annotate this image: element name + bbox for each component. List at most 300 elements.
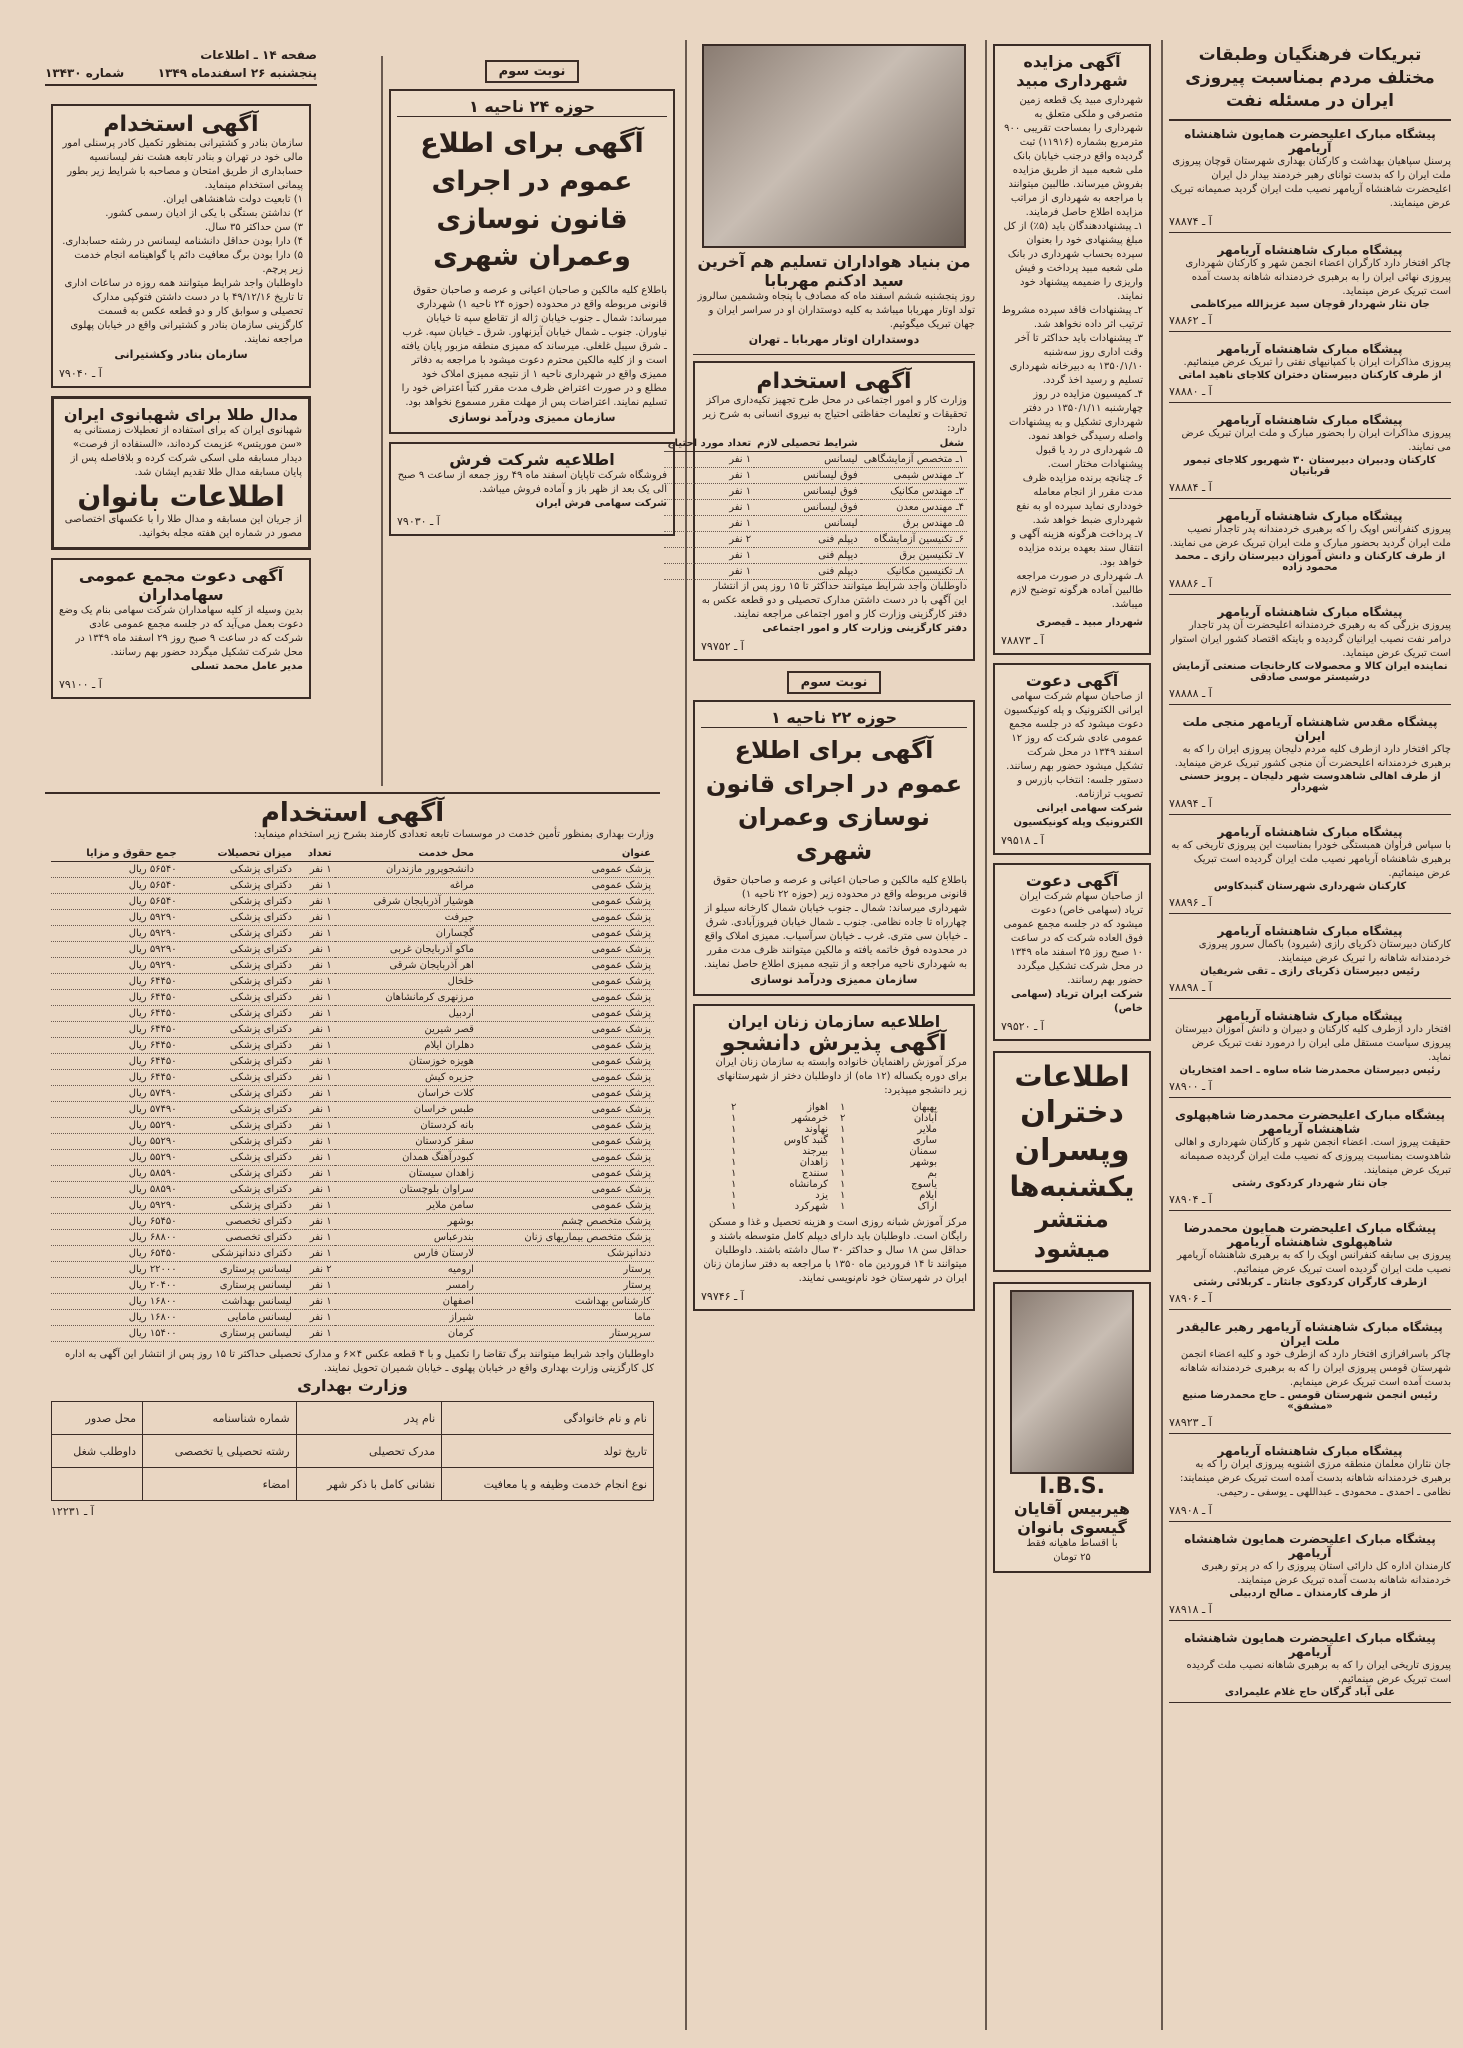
congrats-item-ref: آ ـ ۷۸۸۹۶ bbox=[1169, 895, 1212, 909]
table-cell: کرمان bbox=[335, 1326, 477, 1342]
city-row bbox=[840, 1113, 937, 1124]
table-cell: ۱ نفر bbox=[295, 1118, 335, 1134]
promo-line-4: یکشنبه‌ها bbox=[1009, 1170, 1135, 1203]
table-cell: زاهدان سیستان bbox=[335, 1166, 477, 1182]
gold-medal-title: مدال طلا برای شهبانوی ایران bbox=[63, 404, 299, 424]
congrats-column bbox=[1161, 40, 1457, 2030]
labor-jobs-sign: دفتر کارگزینی وزارت کار و امور اجتماعی bbox=[762, 622, 967, 634]
table-cell: پزشک عمومی bbox=[477, 942, 654, 958]
table-cell: ۱ نفر bbox=[295, 1246, 335, 1262]
table-cell: ۶۴۴۵۰ ریال bbox=[51, 1070, 180, 1086]
congrats-item-head: پیشگاه مبارک شاهنشاه آریامهر bbox=[1217, 341, 1403, 356]
table-cell: ۶۴۴۵۰ ریال bbox=[51, 974, 180, 990]
city-name: ایلام bbox=[919, 1190, 937, 1202]
congrats-item-head: پیشگاه مبارک اعلیحضرت همایون شاهنشاه آریامهر bbox=[1184, 126, 1436, 155]
form-cell bbox=[52, 1468, 143, 1501]
masthead bbox=[45, 48, 317, 86]
women-cities bbox=[731, 1102, 937, 1212]
table-cell: ۵۷۴۹۰ ریال bbox=[51, 1102, 180, 1118]
table-cell: ارومیه bbox=[335, 1262, 477, 1278]
table-cell: دکترای تخصصی bbox=[180, 1214, 295, 1230]
table-cell: ۵۹۲۹۰ ریال bbox=[51, 1198, 180, 1214]
congrats-item bbox=[1169, 605, 1451, 705]
ibs-line-4: ۲۵ تومان bbox=[1053, 1552, 1091, 1563]
notice-1-badge: نوبت سوم bbox=[485, 60, 580, 83]
table-cell: لیسانس پرستاری bbox=[180, 1262, 295, 1278]
congrats-item-sign: از طرف کارکنان و دانش آموزان دبیرستان رازی ـ محمد محمود زاده bbox=[1174, 550, 1446, 573]
congrats-item bbox=[1169, 342, 1451, 403]
congrats-item-sign: رئیس دبیرستان محمدرضا شاه ساوه ـ احمد افتخاریان bbox=[1179, 1064, 1441, 1076]
table-cell: بوشهر bbox=[335, 1214, 477, 1230]
congrats-item-sign: ازطرف کارگران کردکوی جانثار ـ کربلائی رشتی bbox=[1193, 1276, 1427, 1288]
city-name: گنبد کاوس bbox=[783, 1135, 828, 1147]
table-cell: ۵۵۲۹۰ ریال bbox=[51, 1134, 180, 1150]
table-cell: دیپلم فنی bbox=[754, 531, 861, 547]
table-row bbox=[51, 990, 654, 1006]
labor-jobs-ref: آ ـ ۷۹۷۵۲ bbox=[701, 639, 744, 653]
health-jobs-header: میزان تحصیلات bbox=[180, 846, 295, 862]
invite-1-sign: شرکت سهامی ایرانی الکترونیک وپله کونیکسیون bbox=[1013, 803, 1143, 828]
table-cell: ۳ـ مهندس مکانیک bbox=[861, 483, 967, 499]
table-cell: دکترای پزشکی bbox=[180, 1182, 295, 1198]
farsh-body: فروشگاه شرکت تاپایان اسفند ماه ۴۹ روز جمعه از ساعت ۹ صبح الی یک بعد از ظهر باز و آماده فروش میباشد. bbox=[397, 470, 667, 496]
notice-2-zone: حوزه ۲۲ ناحیه ۱ bbox=[701, 708, 967, 728]
congrats-item-body: پیروزی تاریخی ایران را که به برهبری شاهانه نصیب ملت گردیده است تبریک عرض مینمائیم. bbox=[1186, 1659, 1451, 1685]
table-cell: دکترای پزشکی bbox=[180, 958, 295, 974]
table-row bbox=[51, 1118, 654, 1134]
table-row bbox=[51, 878, 654, 894]
auction-clauses bbox=[1001, 220, 1143, 612]
notice-2 bbox=[693, 700, 975, 996]
photo-sign: دوستداران اوتار مهربابا ـ تهران bbox=[748, 333, 920, 346]
city-name: اهواز bbox=[807, 1102, 828, 1114]
city-quota: ۱ bbox=[731, 1201, 737, 1213]
table-cell: پزشک عمومی bbox=[477, 1150, 654, 1166]
table-row bbox=[51, 974, 654, 990]
gold-medal-body: شهبانوی ایران که برای استفاده از تعطیلات زمستانی به «سن موریتس» عزیمت کرده‌اند، «السنفاده از فرصت» دیدار مسابقه ملی اسکی شرکت کرده و بلافاصله پس از پایان مسابقه مدال طلا تقدیم ایشان شد. bbox=[70, 424, 302, 478]
table-cell: پزشک عمومی bbox=[477, 990, 654, 1006]
table-cell: ۶۵۴۵۰ ریال bbox=[51, 1246, 180, 1262]
table-row bbox=[51, 1006, 654, 1022]
table-cell: دکترای پزشکی bbox=[180, 1006, 295, 1022]
health-jobs-header: تعداد bbox=[295, 846, 335, 862]
table-cell: دیپلم فنی bbox=[754, 563, 861, 579]
table-row bbox=[664, 499, 967, 515]
auction-clause: ۳ـ پیشنهادات باید حداکثر تا آخر وقت اداری روز سه‌شنبه ۱۳۵۰/۱/۱۰ به دبیرخانه شهرداری تسلیم و رسید اخذ گردد. bbox=[1009, 333, 1143, 386]
congrats-item-head: پیشگاه مبارک اعلیحضرت محمدرضا شاهپهلوی شاهنشاه آریامهر bbox=[1175, 1107, 1445, 1136]
table-cell: ماما bbox=[477, 1310, 654, 1326]
city-quota: ۱ bbox=[840, 1168, 846, 1180]
labor-jobs-intro: وزارت کار و امور اجتماعی در محل طرح تجهیز تکیه‌داری مراکز تحقیقات و تعلیمات حفاظتی احتیاج به نیروی انسانی به شرح زیر دارد: bbox=[702, 394, 967, 434]
masthead-page-label: صفحه ۱۴ ـ اطلاعات bbox=[200, 48, 317, 62]
table-cell: پزشک عمومی bbox=[477, 1198, 654, 1214]
congrats-item-body: حقیقت پیروز است. اعضاء انجمن شهر و کارکنان شهرداری و اهالی شاهدوست بمناسبت پیروزی که نصیب ملت ایران گردیده صمیمانه تبریک عرض مینمایند. bbox=[1174, 1136, 1451, 1176]
city-row bbox=[731, 1102, 828, 1113]
table-cell: دانشجوپرور مازندران bbox=[335, 862, 477, 878]
shareholders-sign: مدیر عامل محمد تسلی bbox=[190, 660, 303, 672]
city-row bbox=[731, 1135, 828, 1146]
congrats-item-head: پیشگاه مبارک شاهنشاه آریامهر bbox=[1217, 242, 1403, 257]
notice-1-badge-wrap bbox=[389, 60, 675, 83]
table-row bbox=[51, 1214, 654, 1230]
ports-jobs-body: سازمان بنادر و کشتیرانی بمنظور تکمیل کادر پرسنلی امور مالی خود در تهران و بنادر تابعه هشت نفر لیسانسیه حسابداری از طریق امتحان و مصاحبه با شرایط زیر بطور پیمانی استخدام مینماید. bbox=[62, 138, 303, 191]
table-cell: دکترای پزشکی bbox=[180, 1038, 295, 1054]
ports-jobs-sign: سازمان بنادر وکشتیرانی bbox=[114, 348, 248, 361]
promo-line-1: اطلاعات bbox=[1014, 1060, 1130, 1093]
city-row bbox=[731, 1168, 828, 1179]
table-cell: ۱ نفر bbox=[295, 926, 335, 942]
congrats-item-head: پیشگاه مبارک اعلیحضرت همایون محمدرضا شاهپهلوی شاهنشاه آریامهر bbox=[1183, 1220, 1437, 1249]
form-cell: مدرک تحصیلی bbox=[296, 1435, 442, 1468]
table-cell: سقز کردستان bbox=[335, 1134, 477, 1150]
table-cell: ۱ نفر bbox=[664, 451, 754, 467]
table-cell: ۱۶۸۰۰ ریال bbox=[51, 1310, 180, 1326]
table-cell: ۱ نفر bbox=[664, 515, 754, 531]
table-row bbox=[664, 547, 967, 563]
congrats-item bbox=[1169, 1221, 1451, 1310]
form-cell: نشانی کامل با ذکر شهر bbox=[296, 1468, 442, 1501]
table-cell: دندانپزشک bbox=[477, 1246, 654, 1262]
table-row bbox=[51, 1262, 654, 1278]
table-row bbox=[51, 942, 654, 958]
invite-ad-1 bbox=[993, 663, 1151, 855]
auction-clause: ۲ـ پیشنهادات فاقد سپرده مشروط ترتیب اثر داده نخواهد شد. bbox=[1001, 305, 1143, 330]
table-cell: کلات خراسان bbox=[335, 1086, 477, 1102]
table-cell: دکترای دندانپزشکی bbox=[180, 1246, 295, 1262]
congrats-item bbox=[1169, 924, 1451, 999]
notice-2-title: آگهی برای اطلاع عموم در اجرای قانون نوسازی وعمران شهری bbox=[705, 735, 963, 865]
table-cell: پزشک عمومی bbox=[477, 1070, 654, 1086]
congrats-item-body: کارکنان دبیرستان ذکریای رازی (شیرود) باکمال سرور پیروزی خردمندانه شاهانه را تبریک عرض مینمایند. bbox=[1198, 938, 1451, 964]
city-row bbox=[731, 1124, 828, 1135]
table-cell: پزشک عمومی bbox=[477, 1086, 654, 1102]
table-cell: دکترای پزشکی bbox=[180, 1198, 295, 1214]
labor-jobs-header: تعداد مورد احتیاج bbox=[664, 436, 754, 452]
table-row bbox=[51, 1230, 654, 1246]
city-name: بوشهر bbox=[910, 1157, 937, 1169]
table-cell: ۱ نفر bbox=[664, 467, 754, 483]
table-cell: ۶۵۴۵۰ ریال bbox=[51, 1214, 180, 1230]
table-cell: ۵۹۲۹۰ ریال bbox=[51, 926, 180, 942]
left-column bbox=[45, 100, 317, 786]
table-row bbox=[664, 483, 967, 499]
table-cell: لیسانس مامایی bbox=[180, 1310, 295, 1326]
table-cell: لیسانس پرستاری bbox=[180, 1278, 295, 1294]
farsh-ref: آ ـ ۷۹۰۳۰ bbox=[397, 515, 440, 529]
congrats-item-ref: آ ـ ۷۸۹۰۴ bbox=[1169, 1192, 1212, 1206]
ports-jobs-title: آگهی استخدام bbox=[103, 112, 259, 137]
table-cell: دکترای پزشکی bbox=[180, 1118, 295, 1134]
gold-medal-footer: از جریان این مسابقه و مدال طلا را با عکسهای اختصاصی مصور در شماره این هفته مجله بخوانید. bbox=[64, 513, 302, 539]
congrats-item bbox=[1169, 509, 1451, 595]
ports-condition: ۱) تابعیت دولت شاهنشاهی ایران. bbox=[162, 194, 303, 205]
invite-1-body: از صاحبان سهام شرکت سهامی ایرانی الکترونیک و پله کونیکسیون دعوت میشود که در جلسه مجمع عمومی عادی شرکت که روز ۱۲ اسفند ۱۳۴۹ در محل شرکت تشکیل میشود حضور بهم رسانند. دستور جلسه: انتخاب بازرس و تصویب ترازنامه. bbox=[1003, 691, 1143, 800]
city-row bbox=[731, 1190, 828, 1201]
congrats-item bbox=[1169, 1631, 1451, 1703]
congrats-item-ref: آ ـ ۷۸۸۹۸ bbox=[1169, 980, 1212, 994]
table-cell: دکترای پزشکی bbox=[180, 1086, 295, 1102]
table-cell: ۱ـ متخصص آزمایشگاهی bbox=[861, 451, 967, 467]
congrats-item-ref: آ ـ ۷۸۸۷۴ bbox=[1169, 214, 1212, 228]
women-ref: آ ـ ۷۹۷۴۶ bbox=[701, 1290, 744, 1304]
city-name: شهرکرد bbox=[794, 1201, 828, 1213]
table-cell: ۱ نفر bbox=[295, 958, 335, 974]
table-cell: ۱ نفر bbox=[664, 499, 754, 515]
congrats-item-body: پرسنل سپاهیان بهداشت و کارکنان بهداری شهرستان قوچان پیروزی ملت ایران را که بدست توانای رهبر خردمند بیدار دل ایران اعلیحضرت شاهنشاه آریامهر نصیب ملت ایران گردید صمیمانه تبریک عرض مینمایند. bbox=[1170, 155, 1451, 209]
notice-1-title: آگهی برای اطلاع عموم در اجرای قانون نوسازی وعمران شهری bbox=[420, 128, 644, 273]
auction-clause: ۶ـ چنانچه برنده مزایده ظرف مدت مقرر از انجام معامله خودداری نماید سپرده او به نفع شهرداری ضبط خواهد شد. bbox=[1016, 473, 1143, 526]
city-name: ساری bbox=[912, 1135, 937, 1147]
table-cell: لیسانس bbox=[754, 515, 861, 531]
form-cell: نام و نام خانوادگی bbox=[442, 1402, 654, 1435]
notice-1-sign: سازمان ممیزی ودرآمد نوسازی bbox=[448, 411, 616, 425]
table-cell: ۱ نفر bbox=[295, 1326, 335, 1342]
table-cell: فوق لیسانس bbox=[754, 483, 861, 499]
table-cell: لیسانس bbox=[754, 451, 861, 467]
city-row bbox=[840, 1102, 937, 1113]
labor-jobs-header: شغل bbox=[861, 436, 967, 452]
ibs-line-2: گیسوی بانوان bbox=[1017, 1518, 1127, 1537]
table-cell: پزشک عمومی bbox=[477, 1006, 654, 1022]
labor-jobs-ad bbox=[667, 361, 975, 661]
table-cell: اصفهان bbox=[335, 1294, 477, 1310]
congrats-item-head: پیشگاه مبارک شاهنشاه آریامهر bbox=[1217, 412, 1403, 427]
form-row bbox=[52, 1402, 654, 1435]
table-cell: ۵۸۵۹۰ ریال bbox=[51, 1166, 180, 1182]
table-cell: ۱ نفر bbox=[295, 1310, 335, 1326]
table-cell: ۱ نفر bbox=[295, 1070, 335, 1086]
ibs-line-1: هیربیس آقایان bbox=[1014, 1499, 1130, 1518]
congrats-item-ref: آ ـ ۷۸۸۹۴ bbox=[1169, 796, 1212, 810]
form-cell: امضاء bbox=[143, 1468, 297, 1501]
table-cell: ۱ نفر bbox=[295, 1150, 335, 1166]
table-cell: سامن ملایر bbox=[335, 1198, 477, 1214]
women-org-name: اطلاعیه سازمان زنان ایران bbox=[727, 1012, 941, 1032]
table-cell: شیراز bbox=[335, 1310, 477, 1326]
auction-ad bbox=[993, 44, 1151, 655]
farsh-ad bbox=[389, 442, 675, 536]
congrats-item-body: افتخار دارد ازطرف کلیه کارکنان و دبیران و دانش آموزان دبیرستان پیروزی سیاست مستقل ملی ایران را درمورد نفت تبریک عرض نماید. bbox=[1174, 1023, 1451, 1063]
health-jobs-ref: آ ـ ۱۲۲۳۱ bbox=[51, 1505, 94, 1518]
photo-body: روز پنجشنبه ششم اسفند ماه که مصادف با پنجاه وششمین سالروز تولد اوتار مهربابا میباشد به کلیه دوستداران او در سراسر ایران و جهان تبریک میگوئیم. bbox=[697, 291, 975, 330]
shareholders-title: آگهی دعوت مجمع عمومی سهامداران bbox=[78, 565, 284, 604]
health-jobs-sign: وزارت بهداری bbox=[297, 1376, 408, 1395]
table-cell: هویزه خوزستان bbox=[335, 1054, 477, 1070]
health-jobs-table bbox=[51, 846, 654, 1342]
city-quota: ۱ bbox=[731, 1179, 737, 1191]
table-cell: هوشیار آذربایجان شرقی bbox=[335, 894, 477, 910]
table-cell: پزشک عمومی bbox=[477, 910, 654, 926]
table-cell: فوق لیسانس bbox=[754, 499, 861, 515]
congrats-item-ref: آ ـ ۷۸۸۸۴ bbox=[1169, 480, 1212, 494]
congrats-item-head: پیشگاه مبارک شاهنشاه آریامهر bbox=[1217, 824, 1403, 839]
table-cell: جیرفت bbox=[335, 910, 477, 926]
city-quota: ۱ bbox=[840, 1135, 846, 1147]
city-row bbox=[840, 1179, 937, 1190]
shareholders-body: بدین وسیله از کلیه سهامداران شرکت سهامی بنام یک وضع دعوت بعمل می‌آید که در جلسه مجمع عمومی عادی شرکت که در ساعت ۹ صبح روز ۲۹ اسفند ماه ۱۳۴۹ در محل شرکت تشکیل میگردد حضور بهم رسانند. bbox=[59, 604, 303, 658]
table-cell: ۱ نفر bbox=[295, 942, 335, 958]
city-row bbox=[840, 1157, 937, 1168]
congrats-item-ref: آ ـ ۷۸۹۱۸ bbox=[1169, 1602, 1212, 1616]
table-cell: رامسر bbox=[335, 1278, 477, 1294]
table-cell: ۸ـ تکنیسین مکانیک bbox=[861, 563, 967, 579]
city-name: سنندج bbox=[801, 1168, 828, 1180]
table-cell: ۱ نفر bbox=[295, 1278, 335, 1294]
table-cell: دکترای پزشکی bbox=[180, 1054, 295, 1070]
table-cell: ۵۶۵۴۰ ریال bbox=[51, 894, 180, 910]
city-row bbox=[731, 1157, 828, 1168]
congrats-item-body: پیروزی مذاکرات ایران با کمپانیهای نفتی را تبریک عرض مینمائیم. bbox=[1183, 356, 1451, 368]
table-row bbox=[51, 910, 654, 926]
form-cell: شماره شناسنامه bbox=[143, 1402, 297, 1435]
labor-jobs-body: داوطلبان واجد شرایط میتوانند حداکثر تا ۱۵ روز پس از انتشار این آگهی با در دست داشتن مدارک تحصیلی و دو قطعه عکس به دفتر کارگزینی وزارت کار و امور اجتماعی مراجعه نمایند. bbox=[701, 580, 967, 620]
table-cell: ۱ نفر bbox=[295, 1102, 335, 1118]
table-cell: سراوان بلوچستان bbox=[335, 1182, 477, 1198]
table-cell: ۱ نفر bbox=[295, 1182, 335, 1198]
table-cell: پزشک عمومی bbox=[477, 878, 654, 894]
city-name: اراک bbox=[917, 1201, 937, 1213]
promo-line-3: وپسران bbox=[1014, 1132, 1130, 1168]
table-cell: پزشک عمومی bbox=[477, 958, 654, 974]
auction-body: شهرداری مبید یک قطعه زمین متصرفی و ملکی متعلق به شهرداری را بمساحت تقریبی ۹۰۰ مترمربع بشماره (۱۱۹۱۶) ثبت گردیده واقع درجنب خیابان بانک ملی شعبه مبید از طریق مزایده بفروش میرساند. طالبین میتوانند با مراجعه به شهرداری از مراتب مزایده اطلاع حاصل فرمایند. bbox=[1004, 95, 1143, 218]
masthead-issue: شماره ۱۳۴۳۰ bbox=[45, 66, 125, 80]
table-cell: ۱ نفر bbox=[295, 1198, 335, 1214]
table-row bbox=[51, 1022, 654, 1038]
congrats-item-sign: کارکنان ودبیران دبیرستان ۳۰ شهریور کلاجای تیمور قربانیان bbox=[1184, 454, 1436, 477]
auction-clause: ۷ـ پرداخت هرگونه هزینه آگهی و انتقال سند بعهده برنده مزایده خواهد بود. bbox=[1011, 529, 1143, 568]
notice-2-body: باطلاع کلیه مالکین و صاحبان اعیانی و عرصه و صاحبان حقوق قانونی مربوطه واقع در محدوده زیر (حوزه ۲۲ ناحیه ۱) شهرداری میرساند: شمال ـ جنوب خیابان شمال کارخانه سیلو از چهارراه تا جاده نظامی. جنوب ـ شمال خیابان فیروزآبادی. شرق ـ خیابان سی متری. غرب ـ خیابان سرآسیاب. ممیزی املاک واقع در محدوده فوق خاتمه یافته و مالکین میتوانند ظرف مدت مقرر به شهرداری ناحیه مراجعه و از نتیجه ممیزی اطلاع حاصل نمایند. bbox=[703, 875, 967, 971]
congrats-item-sign: از طرف کارمندان ـ صالح اردبیلی bbox=[1229, 1587, 1391, 1599]
congrats-item-sign: رئیس دبیرستان ذکریای رازی ـ تقی شریفیان bbox=[1200, 965, 1420, 977]
table-cell: ۲ـ مهندس شیمی bbox=[861, 467, 967, 483]
application-form bbox=[51, 1401, 654, 1501]
table-cell: ۲ نفر bbox=[664, 531, 754, 547]
city-quota: ۱ bbox=[731, 1124, 737, 1136]
congrats-item-sign: کارکنان شهرداری شهرستان گنبدکاوس bbox=[1213, 880, 1407, 892]
women-org-ad bbox=[693, 1004, 975, 1311]
city-name: سمنان bbox=[909, 1146, 937, 1158]
congrats-item-body: پیروزی بزرگی که به رهبری خردمندانه اعلیحضرت آن پدر تاجدار درامر نفت نصیب ایرانیان گردیده و باینکه اقتصاد کشور ایران استوار است تبریک عرض مینماید. bbox=[1170, 619, 1451, 659]
congrats-item-sign: جان نثار شهردار کردکوی رشتی bbox=[1232, 1177, 1388, 1189]
congrats-list bbox=[1169, 127, 1451, 1703]
table-row bbox=[51, 958, 654, 974]
notice-1 bbox=[389, 89, 675, 434]
health-jobs-header: عنوان bbox=[477, 846, 654, 862]
table-cell: ۶۴۴۵۰ ریال bbox=[51, 1006, 180, 1022]
table-row bbox=[51, 1326, 654, 1342]
labor-jobs-table bbox=[664, 436, 967, 580]
city-row bbox=[731, 1146, 828, 1157]
promo-line-2: دختران bbox=[1020, 1095, 1124, 1130]
table-cell: پزشک عمومی bbox=[477, 1118, 654, 1134]
table-cell: دکترای پزشکی bbox=[180, 1102, 295, 1118]
city-quota: ۱ bbox=[840, 1157, 846, 1169]
table-cell: لیسانس بهداشت bbox=[180, 1294, 295, 1310]
children-promo bbox=[993, 1051, 1151, 1272]
health-jobs-title: آگهی استخدام bbox=[260, 798, 445, 828]
women-body: مرکز آموزش شبانه روزی است و هزینه تحصیل و غذا و مسکن رایگان است. داوطلبان باید دارای دیپلم کامل متوسطه باشند و حداقل سن ۱۸ سال و حداکثر ۳۰ سال داشته باشند. داوطلبان میتوانند تا ۱۴ فروردین ماه ۱۳۵۰ با مراجعه به دفتر سازمان زنان ایران در شهرستان خود نام‌نویسی نمایند. bbox=[703, 1217, 967, 1285]
form-row bbox=[52, 1435, 654, 1468]
table-row bbox=[664, 563, 967, 579]
notice-2-sign: سازمان ممیزی ودرآمد نوسازی bbox=[750, 973, 918, 987]
table-cell: ۲۲۰۰۰ ریال bbox=[51, 1262, 180, 1278]
form-cell: رشته تحصیلی یا تخصصی bbox=[143, 1435, 297, 1468]
table-row bbox=[51, 1150, 654, 1166]
city-row bbox=[731, 1201, 828, 1212]
health-jobs-footer: داوطلبان واجد شرایط میتوانند برگ تقاضا را تکمیل و با ۴ قطعه عکس ۴×۶ و مدارک تحصیلی حداکثر تا ۱۵ روز پس از انتشار این آگهی به اداره کل کارگزینی وزارت بهداری واقع در خیابان پهلوی ـ خیابان شمیران تحویل نمایند. bbox=[64, 1349, 654, 1374]
table-cell: ۱۵۴۰۰ ریال bbox=[51, 1326, 180, 1342]
table-cell: مرزنهری کرمانشاهان bbox=[335, 990, 477, 1006]
table-row bbox=[51, 1102, 654, 1118]
table-cell: دکترای پزشکی bbox=[180, 1134, 295, 1150]
table-row bbox=[51, 1134, 654, 1150]
table-cell: پزشک عمومی bbox=[477, 1134, 654, 1150]
city-name: زاهدان bbox=[799, 1157, 828, 1169]
table-cell: گچساران bbox=[335, 926, 477, 942]
table-cell: لیسانس پرستاری bbox=[180, 1326, 295, 1342]
form-cell: تاریخ تولد bbox=[442, 1435, 654, 1468]
table-cell: پزشک متخصص چشم bbox=[477, 1214, 654, 1230]
table-cell: ۵۵۲۹۰ ریال bbox=[51, 1150, 180, 1166]
congrats-item bbox=[1169, 1320, 1451, 1434]
table-cell: ۱ نفر bbox=[295, 910, 335, 926]
congrats-item-body: پیروزی بی سابقه کنفرانس اوپک را که به برهبری شاهنشاه آریامهر نصیب ملت ایران گردیده است تبریک عرض مینمائیم. bbox=[1177, 1249, 1451, 1275]
table-cell: پرستار bbox=[477, 1278, 654, 1294]
table-cell: ۵۹۲۹۰ ریال bbox=[51, 958, 180, 974]
table-cell: خلخال bbox=[335, 974, 477, 990]
city-row bbox=[840, 1135, 937, 1146]
city-quota: ۱ bbox=[840, 1201, 846, 1213]
form-row bbox=[52, 1468, 654, 1501]
table-cell: ۵۷۴۹۰ ریال bbox=[51, 1086, 180, 1102]
table-row bbox=[664, 467, 967, 483]
farsh-sign: شرکت سهامی فرش ایران bbox=[535, 498, 667, 510]
table-row bbox=[664, 451, 967, 467]
invite-ad-2 bbox=[993, 863, 1151, 1041]
invite-1-ref: آ ـ ۷۹۵۱۸ bbox=[1001, 834, 1044, 847]
table-cell: کارشناس بهداشت bbox=[477, 1294, 654, 1310]
table-cell: ۱ نفر bbox=[295, 1214, 335, 1230]
form-cell: محل صدور bbox=[52, 1402, 143, 1435]
form-cell: نوع انجام خدمت وظیفه و یا معافیت bbox=[442, 1468, 654, 1501]
congrats-item-body: پیروزی کنفرانس اوپک را که برهبری خردمندانه پدر تاجدار نصیب ملت ایران گردید بحضور مبارک و ملت ایران تبریک عرض می نمایند. bbox=[1169, 523, 1451, 549]
table-cell: ۵۶۵۴۰ ریال bbox=[51, 878, 180, 894]
table-row bbox=[51, 926, 654, 942]
table-cell: ۱ نفر bbox=[295, 1134, 335, 1150]
auction-title: آگهی مزایده شهرداری مبید bbox=[1016, 52, 1128, 90]
congrats-item bbox=[1169, 1532, 1451, 1621]
table-cell: ۶ـ تکنیسین آزمایشگاه bbox=[861, 531, 967, 547]
congrats-item-ref: آ ـ ۷۸۹۲۳ bbox=[1169, 1415, 1212, 1429]
city-name: بیرجند bbox=[802, 1146, 828, 1158]
table-cell: پزشک عمومی bbox=[477, 1022, 654, 1038]
congrats-item-ref: آ ـ ۷۸۹۰۶ bbox=[1169, 1291, 1212, 1305]
table-cell: دکترای پزشکی bbox=[180, 926, 295, 942]
city-quota: ۱ bbox=[840, 1146, 846, 1158]
table-cell: ۶۴۴۵۰ ریال bbox=[51, 1038, 180, 1054]
shareholders-ref: آ ـ ۷۹۱۰۰ bbox=[59, 677, 102, 691]
city-row bbox=[840, 1190, 937, 1201]
invite-2-title: آگهی دعوت bbox=[1025, 871, 1119, 890]
congrats-item-sign: جان نثار شهردار قوچان سید عزیزالله میرکاظمی bbox=[1190, 298, 1430, 310]
city-name: یاسوج bbox=[911, 1179, 937, 1191]
congrats-item-sign: از طرف اهالی شاهدوست شهر دلیجان ـ پرویز حسنی شهردار bbox=[1179, 770, 1441, 793]
auction-clause: ۱ـ پیشنهاددهندگان باید (۵٪) از کل مبلغ پیشنهادی خود را بعنوان سپرده بحساب شهرداری در بانک ملی شعبه مبید پرداخت و فیش واریزی را ضمیمه پیشنهاد خود نمایند. bbox=[1003, 221, 1143, 302]
ports-jobs-conditions bbox=[59, 193, 303, 277]
congrats-item-sign: علی آباد گرگان حاج غلام علیمرادی bbox=[1224, 1686, 1396, 1698]
congrats-item-ref: آ ـ ۷۸۸۸۶ bbox=[1169, 576, 1212, 590]
table-cell: دکترای پزشکی bbox=[180, 862, 295, 878]
